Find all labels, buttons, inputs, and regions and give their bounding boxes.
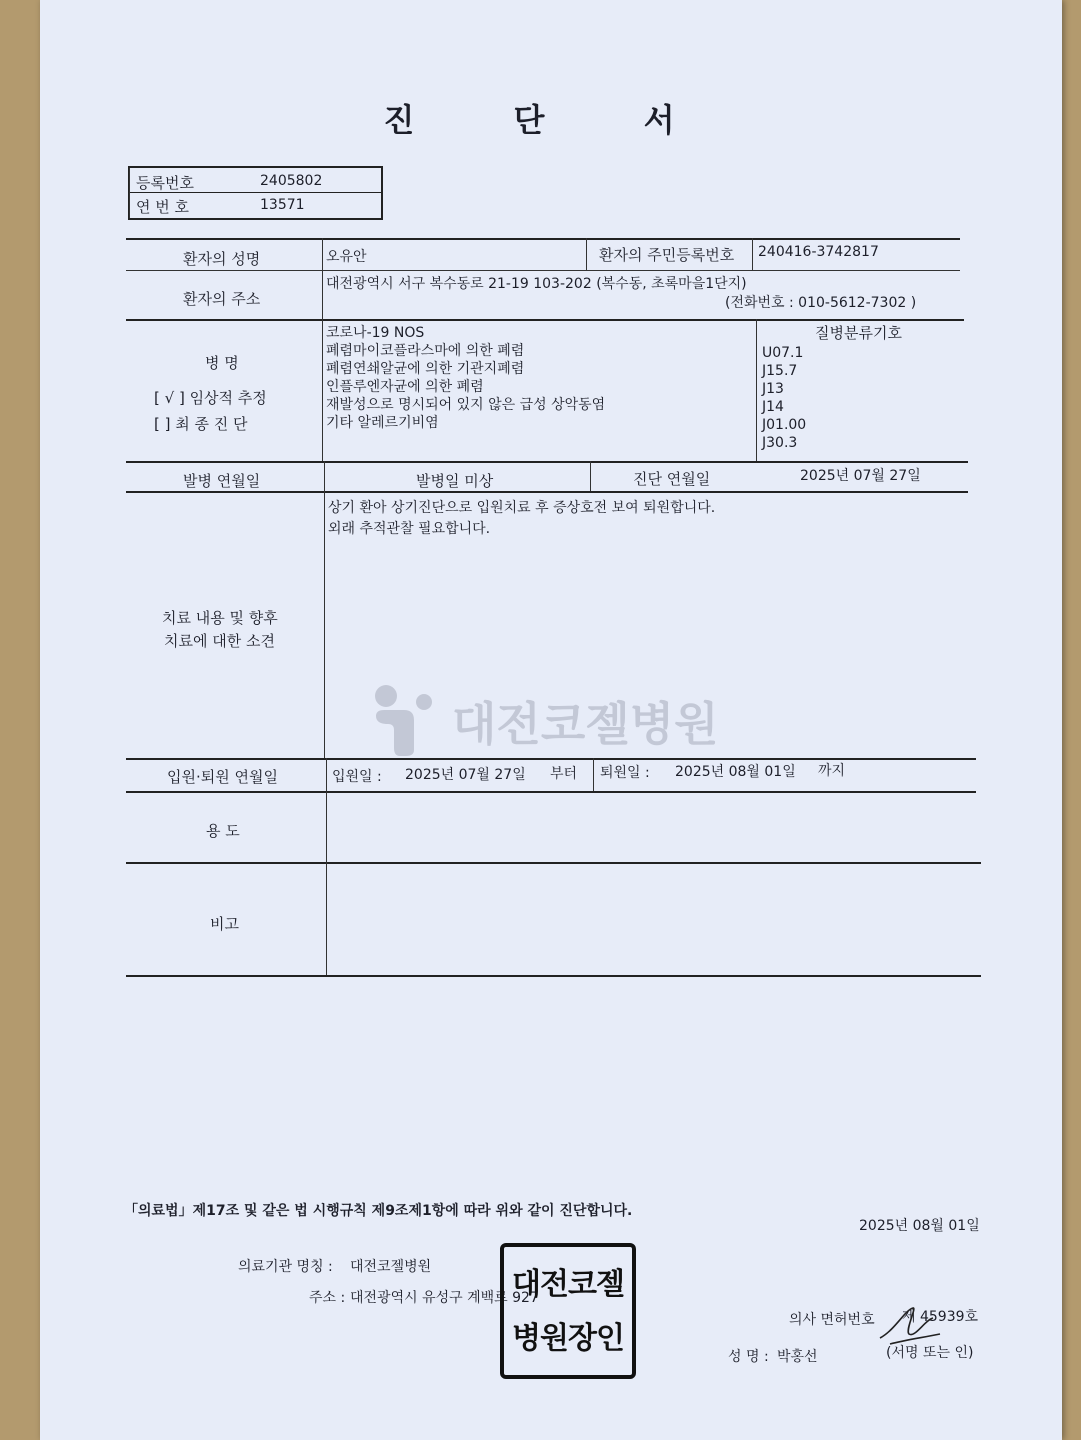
table-top-border — [126, 238, 960, 240]
institution-address: 대전광역시 유성구 계백로 927 — [350, 1290, 539, 1306]
table-bottom-border — [126, 975, 981, 977]
column-divider — [756, 319, 757, 461]
patient-address: 대전광역시 서구 복수동로 21-19 103-202 (복수동, 초록마을1단지) — [326, 276, 747, 292]
disease-item: 인플루엔자균에 의한 폐렴 — [326, 379, 484, 395]
institution-label: 의료기관 명칭 : — [238, 1259, 333, 1275]
patient-name-label: 환자의 성명 — [183, 250, 261, 268]
watermark-text: 대전코젤병원 — [452, 697, 719, 751]
reg-no-label: 등록번호 — [136, 174, 194, 192]
disease-code: J01.00 — [762, 417, 807, 433]
treatment-text-2: 외래 추적관찰 필요합니다. — [328, 521, 491, 537]
admit-date: 2025년 07월 27일 — [405, 767, 526, 783]
seal-text-2: 병원장인 — [512, 1321, 624, 1356]
diagnosis-date: 2025년 07월 27일 — [800, 468, 921, 484]
disease-item: 코로나-19 NOS — [326, 325, 425, 341]
column-divider — [326, 758, 327, 975]
document-title: 진 단 서 — [383, 101, 719, 139]
license-number: 제 45939호 — [902, 1309, 979, 1325]
disease-list — [326, 324, 605, 432]
row-divider — [126, 862, 981, 864]
disease-code-list — [762, 344, 806, 452]
institution-name: 대전코젤병원 — [350, 1259, 432, 1275]
treatment-text-1: 상기 환아 상기진단으로 입원치료 후 증상호전 보여 퇴원합니다. — [328, 500, 716, 516]
doctor-label: 성 명 : — [728, 1349, 769, 1365]
disease-item: 폐렴연쇄알균에 의한 기관지폐렴 — [326, 361, 525, 377]
disease-code: J14 — [762, 399, 784, 415]
admission-label: 입원·퇴원 연월일 — [167, 768, 278, 786]
column-divider — [752, 238, 753, 270]
column-divider — [586, 238, 587, 270]
reg-no: 2405802 — [260, 173, 323, 189]
clinical-estimate-option: [ √ ] 임상적 추정 — [154, 389, 267, 407]
issue-date: 2025년 08월 01일 — [859, 1218, 980, 1234]
hospital-seal — [500, 1243, 636, 1379]
onset-date-label: 발병 연월일 — [183, 472, 261, 490]
diagnosis-label: 병 명 — [205, 354, 239, 372]
signature-note: (서명 또는 인) — [886, 1345, 974, 1361]
onset-date: 발병일 미상 — [416, 472, 494, 490]
disease-item: 재발성으로 명시되어 있지 않은 급성 상악동염 — [326, 397, 606, 413]
admit-from: 부터 — [550, 766, 578, 782]
disease-code-header: 질병분류기호 — [815, 324, 902, 342]
institution-address-label: 주소 : — [309, 1290, 346, 1306]
legal-statement: 「의료법」제17조 및 같은 법 시행규칙 제9조제1항에 따라 위와 같이 진단합니다. — [124, 1203, 633, 1219]
patient-rrn-label: 환자의 주민등록번호 — [599, 246, 735, 264]
divider — [129, 168, 130, 218]
patient-address-label: 환자의 주소 — [183, 290, 261, 308]
disease-code: J15.7 — [762, 363, 798, 379]
treatment-label-2: 치료에 대한 소견 — [164, 632, 275, 650]
diagnosis-certificate — [40, 0, 1062, 1440]
disease-code: J30.3 — [762, 435, 798, 451]
discharge-date: 2025년 08월 01일 — [675, 764, 796, 780]
remarks-label: 비고 — [210, 915, 239, 933]
patient-phone: (전화번호 : 010-5612-7302 ) — [725, 295, 917, 311]
diagnosis-date-label: 진단 연월일 — [633, 470, 711, 488]
row-divider — [126, 319, 964, 321]
disease-item: 폐렴마이코플라스마에 의한 폐렴 — [326, 343, 525, 359]
treatment-label-1: 치료 내용 및 향후 — [162, 609, 278, 627]
row-divider — [126, 270, 960, 271]
discharge-label: 퇴원일 : — [600, 765, 650, 781]
final-diagnosis-option: [ ] 최 종 진 단 — [154, 415, 248, 433]
column-divider — [322, 238, 323, 461]
admit-label: 입원일 : — [332, 769, 382, 785]
patient-name: 오유안 — [326, 249, 367, 265]
column-divider — [324, 461, 325, 758]
column-divider — [590, 461, 591, 491]
disease-item: 기타 알레르기비염 — [326, 415, 439, 431]
license-label: 의사 면허번호 — [789, 1312, 875, 1328]
hospital-logo-icon — [370, 680, 450, 760]
row-divider — [126, 461, 968, 463]
discharge-until: 까지 — [818, 763, 846, 779]
disease-code: J13 — [762, 381, 784, 397]
seal-text-1: 대전코젤 — [512, 1267, 624, 1302]
patient-rrn: 240416-3742817 — [758, 244, 879, 260]
hospital-watermark — [370, 680, 790, 760]
serial-label: 연 번 호 — [136, 198, 190, 216]
purpose-label: 용 도 — [206, 822, 240, 840]
doctor-name: 박홍선 — [777, 1349, 818, 1365]
column-divider — [593, 758, 594, 791]
serial-no: 13571 — [260, 197, 305, 213]
row-divider — [126, 491, 968, 493]
row-divider — [126, 791, 976, 793]
disease-code: U07.1 — [762, 345, 804, 361]
